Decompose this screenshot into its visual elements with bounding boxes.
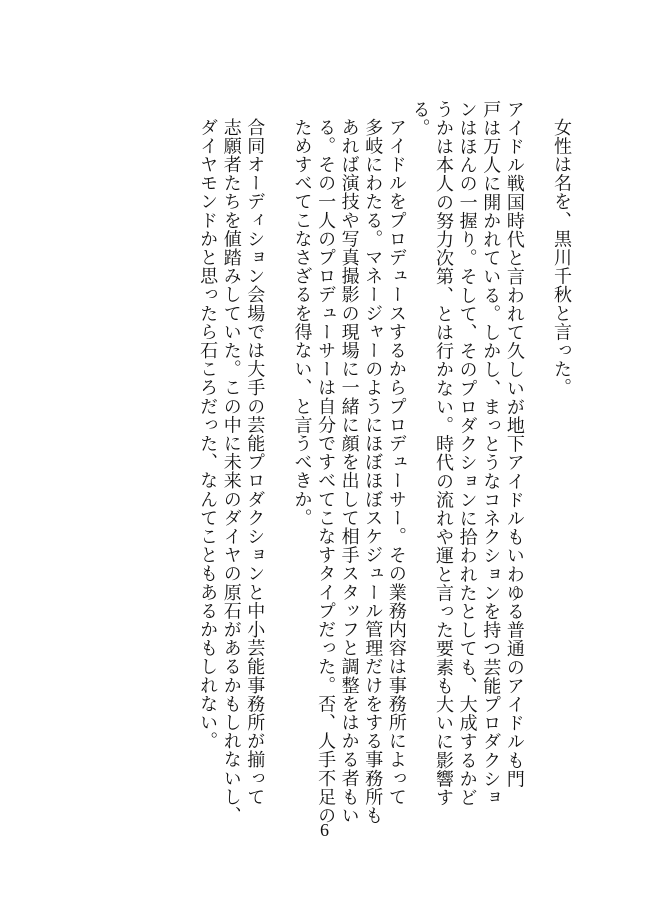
page-number: 6: [320, 820, 329, 840]
paragraph-idol-era: アイドル戦国時代と言われて久しいが地下アイドルもいわゆる普通のアイドルも門 戸は万人に開かれている。しかし、まっとうなコネクションを持つ芸能プロダクショ ンはほんの一握り。そして、そのプロダクションに拾われたとしても、大成するかど うかは本人の努力次第、とは行かない。時代の流れや運と言った要素も大いに影響す る。: [409, 100, 525, 807]
paragraph-blank-line: [526, 100, 550, 790]
paragraph-opening-line: 女性は名を、黒川千秋と言った。: [551, 118, 572, 397]
paragraph-producer-duties: アイドルをプロデュースするからプロデューサー。その業務内容は事務所によって 多岐にわたる。マネージャーのようにほぼほぼスケジュール管理だけをする事務所も あれば演技や写真撮影の現場に一緒に顔を出して相手スタッフと調整をはかる者もい る。その一人のプロデューサーは自分ですべてこなすタイプだった。否、人手不足の ためすべてこなさざるを得ない、と言うべきか。: [291, 118, 407, 825]
paragraph-blank-line-2: [266, 100, 290, 790]
paragraph-audition-venue: 合同オーディション会場では大手の芸能プロダクションと中小芸能事務所が揃って 志願者たちを値踏みしていた。この中に未来のダイヤの原石があるかもしれないし、 ダイヤモンドかと思ったら石ころだった、なんてこともあるかもしれない。: [197, 118, 266, 825]
vertical-text-body: [196, 100, 574, 825]
